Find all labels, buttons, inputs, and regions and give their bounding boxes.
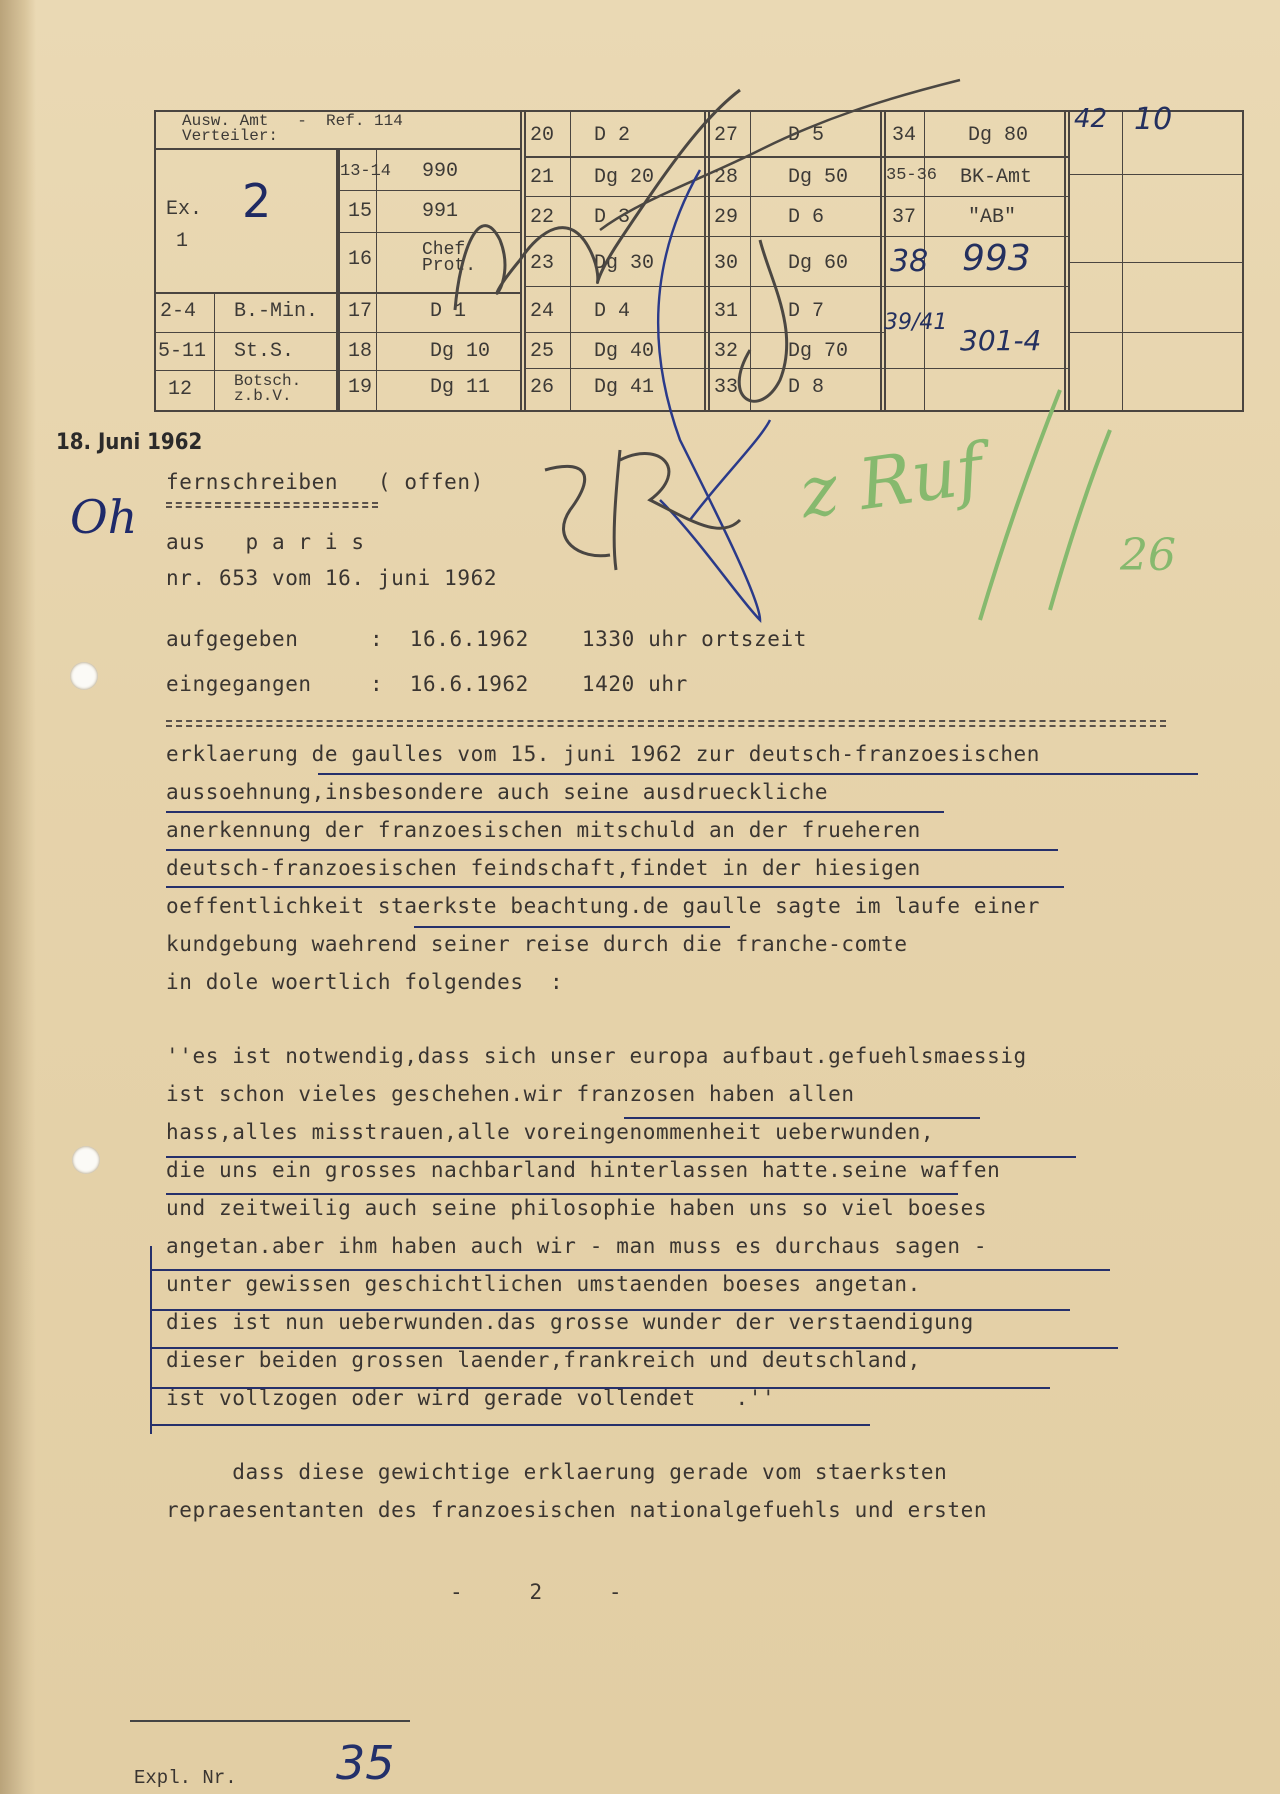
cell-val: Dg 70 <box>788 340 849 363</box>
cell-num: 25 <box>530 340 555 363</box>
telegram-title: fernschreiben ( offen) <box>166 470 484 494</box>
sent-value: : 16.6.1962 1330 uhr ortszeit <box>370 627 808 651</box>
page-number: - 2 - <box>450 1580 623 1604</box>
row-range: 12 <box>168 378 193 401</box>
body-line: oeffentlichkeit staerkste beachtung.de gaulle sagte im laufe einer <box>166 894 1041 918</box>
body-line: ''es ist notwendig,dass sich unser europa aufbaut.gefuehlsmaessig <box>166 1044 1027 1068</box>
row-range: 2-4 <box>160 300 197 323</box>
body-line: die uns ein grosses nachbarland hinterlassen hatte.seine waffen <box>166 1158 1001 1182</box>
cell-val: Chef Prot. <box>422 240 477 276</box>
received-label: eingegangen <box>166 672 312 696</box>
body-line: erklaerung de gaulles vom 15. juni 1962 zur deutsch-franzoesischen <box>166 742 1041 766</box>
cell-num: 27 <box>714 124 739 147</box>
cell-num: 16 <box>348 248 373 271</box>
cell-num: 28 <box>714 166 739 189</box>
cell-num: 24 <box>530 300 555 323</box>
body-line: kundgebung waehrend seiner reise durch die franche-comte <box>166 932 908 956</box>
body-line: und zeitweilig auch seine philosophie haben uns so viel boeses <box>166 1196 988 1220</box>
cell-num: 29 <box>714 206 739 229</box>
body-line: ist schon vieles geschehen.wir franzosen haben allen <box>166 1082 855 1106</box>
cell-num: 18 <box>348 340 373 363</box>
body-line: repraesentanten des franzoesischen nationalgefuehls und ersten <box>166 1498 988 1522</box>
cell-num: 23 <box>530 252 555 275</box>
cell-num: 31 <box>714 300 739 323</box>
body-line: hass,alles misstrauen,alle voreingenommenheit ueberwunden, <box>166 1120 935 1144</box>
handwritten-301-4: 301-4 <box>960 324 1042 357</box>
cell-val: 990 <box>422 160 459 183</box>
row-range: 5-11 <box>158 340 207 363</box>
cell-val: BK-Amt <box>960 166 1033 189</box>
handwritten-oh: Oh <box>70 490 138 544</box>
date-stamp: 18. Juni 1962 <box>56 430 203 455</box>
cell-val: Dg 60 <box>788 252 849 275</box>
row-label: St.S. <box>234 340 295 363</box>
cell-num: 20 <box>530 124 555 147</box>
body-line: ist vollzogen oder wird gerade vollendet .'' <box>166 1386 776 1410</box>
cell-num: 15 <box>348 200 373 223</box>
expl-number-handwritten: 35 <box>336 1736 395 1790</box>
cell-val: D 2 <box>594 124 631 147</box>
row-label: B.-Min. <box>234 300 319 323</box>
ex-label: Ex. <box>166 198 203 221</box>
cell-num: 26 <box>530 376 555 399</box>
expl-label: Expl. Nr. <box>134 1767 237 1789</box>
handwritten-42: 42 <box>1074 104 1108 134</box>
ex-number: 1 <box>176 230 189 253</box>
handwritten-39-41: 39/41 <box>884 310 948 335</box>
cell-val: Dg 10 <box>430 340 491 363</box>
cell-num: 32 <box>714 340 739 363</box>
body-line: dass diese gewichtige erklaerung gerade vom staerksten <box>166 1460 948 1484</box>
handwritten-993: 993 <box>962 238 1031 279</box>
cell-num: 22 <box>530 206 555 229</box>
ex-value-handwritten: 2 <box>242 174 272 228</box>
row-label: Botsch. z.b.V. <box>234 372 302 405</box>
cell-val: Dg 80 <box>968 124 1029 147</box>
cell-num: 19 <box>348 376 373 399</box>
cell-num: 13-14 <box>340 162 392 181</box>
cell-num: 34 <box>892 124 917 147</box>
cell-num: 33 <box>714 376 739 399</box>
body-line: dieser beiden grossen laender,frankreich und deutschland, <box>166 1348 921 1372</box>
handwritten-38: 38 <box>890 244 929 279</box>
cell-val: D 3 <box>594 206 631 229</box>
cell-val: D 6 <box>788 206 825 229</box>
handwritten-green-mark: z Ruf <box>795 427 988 535</box>
cell-val: Dg 50 <box>788 166 849 189</box>
table-header-line1: Ausw. Amt - Ref. 114 <box>182 112 403 130</box>
body-line: aussoehnung,insbesondere auch seine ausdrueckliche <box>166 780 829 804</box>
cell-val: Dg 30 <box>594 252 655 275</box>
body-line: dies ist nun ueberwunden.das grosse wunder der verstaendigung <box>166 1310 974 1334</box>
cell-val: D 8 <box>788 376 825 399</box>
cell-val: Dg 11 <box>430 376 491 399</box>
cell-num: 30 <box>714 252 739 275</box>
body-line: deutsch-franzoesischen feindschaft,findet in der hiesigen <box>166 856 921 880</box>
body-line: anerkennung der franzoesischen mitschuld an der frueheren <box>166 818 921 842</box>
cell-val: Dg 41 <box>594 376 655 399</box>
cell-val: 991 <box>422 200 459 223</box>
body-line: angetan.aber ihm haben auch wir - man muss es durchaus sagen - <box>166 1234 988 1258</box>
telegram-number: nr. 653 vom 16. juni 1962 <box>166 566 498 590</box>
telegram-from: aus p a r i s <box>166 530 365 554</box>
cell-val: D 5 <box>788 124 825 147</box>
sent-label: aufgegeben <box>166 627 299 651</box>
cell-val: D 7 <box>788 300 825 323</box>
table-header-line2: Verteiler: <box>182 127 279 145</box>
cell-val: "AB" <box>968 206 1017 229</box>
cell-val: Dg 20 <box>594 166 655 189</box>
cell-num: 35-36 <box>886 166 938 185</box>
cell-num: 37 <box>892 206 917 229</box>
cell-num: 17 <box>348 300 373 323</box>
handwritten-10: 10 <box>1134 102 1173 137</box>
cell-num: 21 <box>530 166 555 189</box>
cell-val: D 1 <box>430 300 467 323</box>
handwritten-green-number: 26 <box>1120 530 1176 581</box>
received-value: : 16.6.1962 1420 uhr <box>370 672 688 696</box>
body-line: in dole woertlich folgendes : <box>166 970 564 994</box>
cell-val: D 4 <box>594 300 631 323</box>
cell-val: Dg 40 <box>594 340 655 363</box>
body-line: unter gewissen geschichtlichen umstaenden boeses angetan. <box>166 1272 921 1296</box>
